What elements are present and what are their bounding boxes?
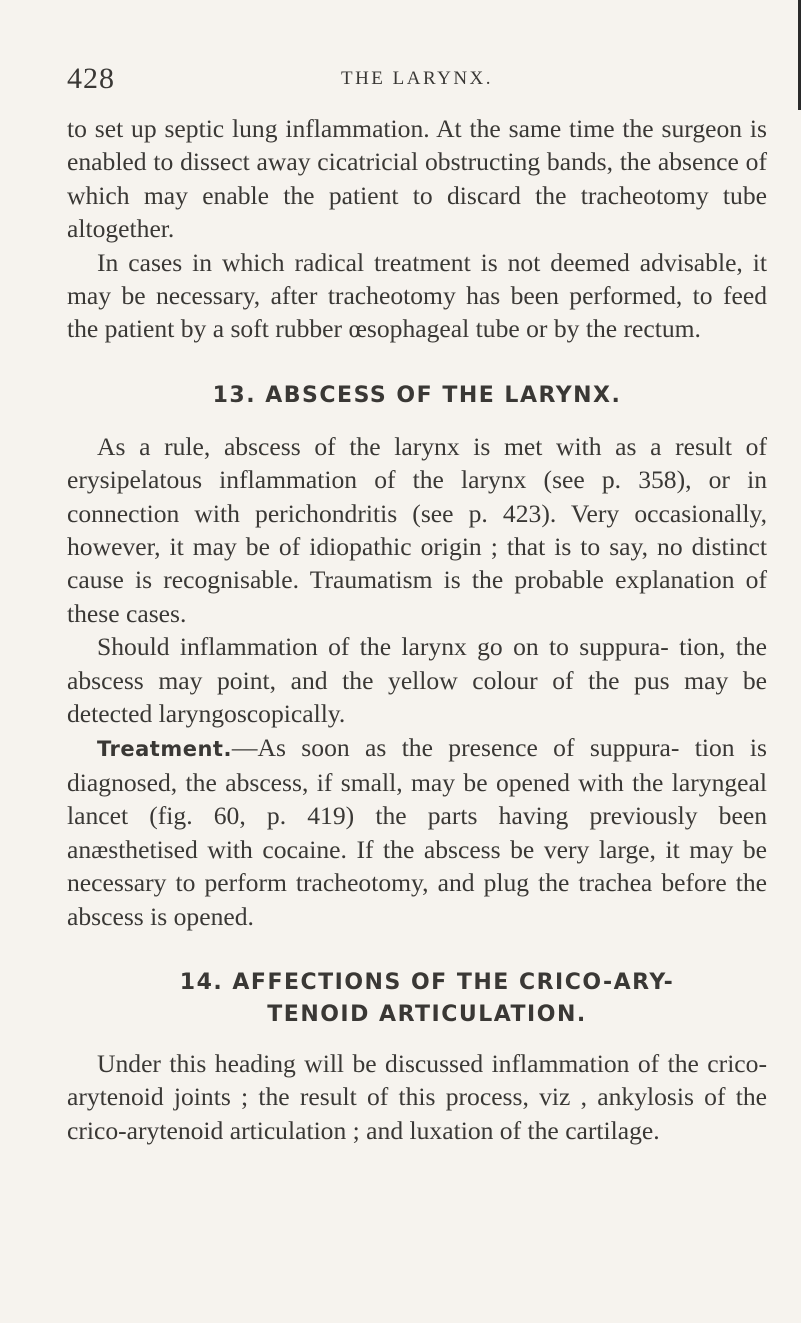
paragraph: Under this heading will be discussed inflammation of the crico-arytenoid joints ; the result of this process, viz , ankylosis of the crico-arytenoid articulation ; and luxation of the cartilage. — [67, 1048, 767, 1145]
paragraph-continued: to set up septic lung inflammation. At the same time the surgeon is enabled to dissect away cicatricial obstructing bands, the absence of which may enable the patient to discard the tracheotomy tube altogether. — [67, 114, 767, 244]
running-title: THE LARYNX. — [340, 68, 494, 89]
paragraph: In cases in which radical treatment is not deemed advisable, it may be necessary, after tracheotomy has been performed, to feed the patient by a soft rubber œsophageal tube or by the rectum. — [67, 247, 767, 344]
heading-line-1: 14. AFFECTIONS OF THE CRICO-ARY- — [179, 969, 675, 995]
section-heading-abscess: 13. ABSCESS OF THE LARYNX. — [212, 382, 622, 408]
treatment-label: Treatment. — [97, 736, 232, 761]
paragraph: Should inflammation of the larynx go on to suppura- tion, the abscess may point, and the yellow colour of the pus may be detected laryngoscopically. — [67, 632, 767, 729]
paragraph: As a rule, abscess of the larynx is met with as a result of erysipelatous inflammation of the larynx (see p. 358), or in connection with perichondritis (see p. 423). Very occasionally, however, it may be of idiopathic origin ; that is to say, no distinct cause is recognisable. Traumatism is the probable explanation of these cases. — [67, 431, 767, 628]
treatment-paragraph — [67, 731, 767, 933]
page-header — [67, 60, 767, 100]
book-page — [67, 60, 767, 1147]
page-number: 428 — [67, 62, 115, 95]
treatment-text: —As soon as the presence of suppura- tion is diagnosed, the abscess, if small, may be opened with the laryngeal lancet (fig. 60, p. 419) the parts having previously been anæsthetised with cocaine. If the abscess be very large, it may be necessary to perform tracheotomy, and plug the trachea before the abscess is opened. — [67, 732, 767, 931]
section-heading-crico-arytenoid — [67, 967, 767, 1031]
page-body — [67, 112, 767, 1147]
heading-line-2: TENOID ARTICULATION. — [267, 1001, 587, 1027]
